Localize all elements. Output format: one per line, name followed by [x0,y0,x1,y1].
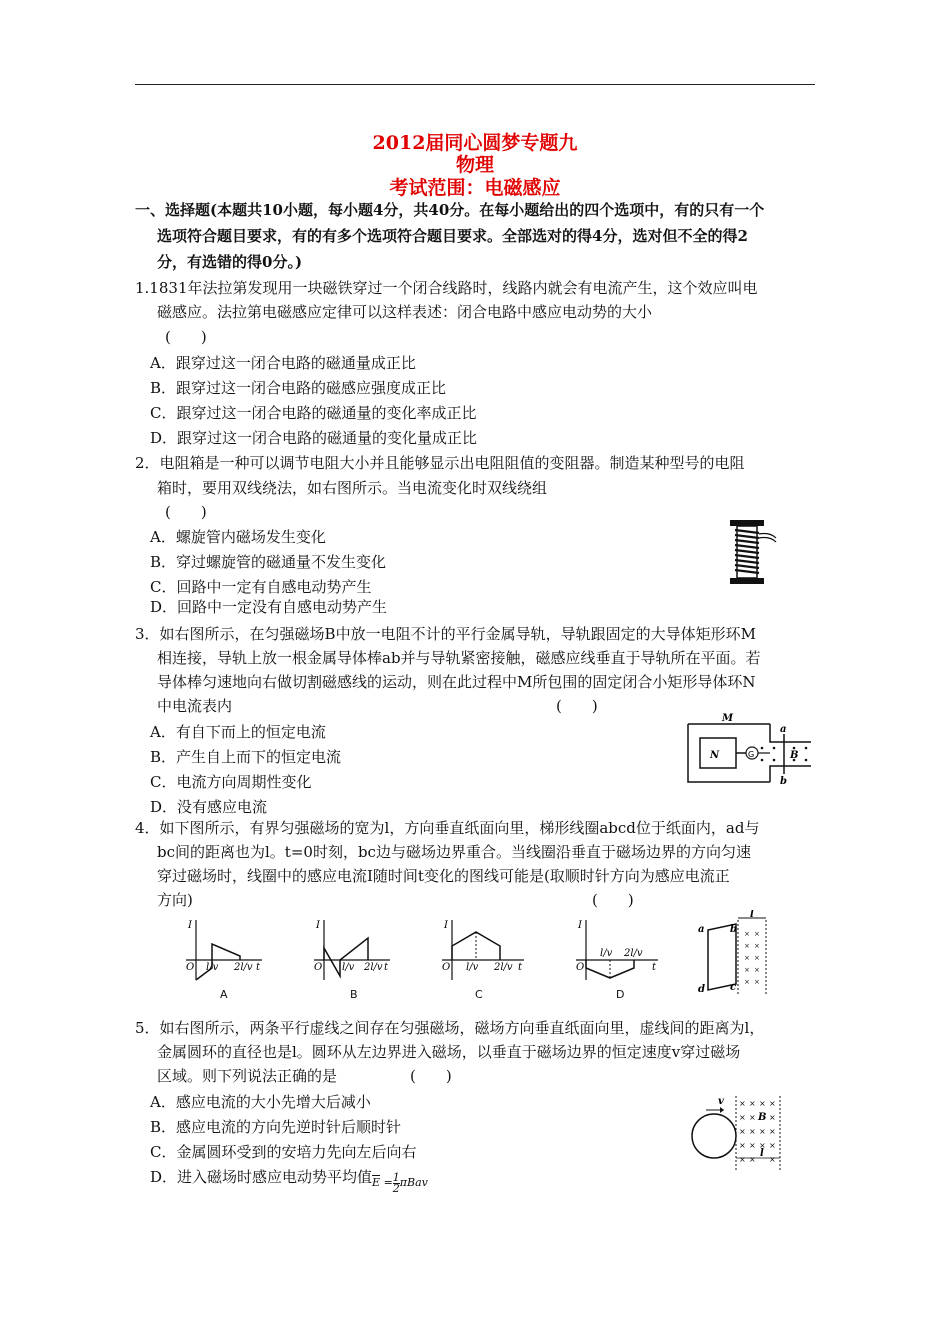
svg-text:×: × [744,930,750,938]
q5-stem-3: 区域。则下列说法正确的是 [157,1067,338,1085]
q1-option-d: D．跟穿过这一闭合电路的磁通量的变化量成正比 [150,429,478,447]
graph-d-letter: D [616,988,625,1001]
svg-text:×: × [754,954,760,962]
svg-text:×: × [744,978,750,986]
coil-windings [735,530,759,573]
header-rule [135,84,815,85]
svg-text:×: × [749,1155,756,1164]
graph-a-tick-2: 2l/v [234,962,253,973]
svg-text:×: × [749,1141,756,1150]
q5-option-b: B．感应电流的方向先逆时针后顺时针 [150,1118,402,1136]
svg-text:×: × [759,1099,766,1108]
q3-option-a: A．有自下而上的恒定电流 [150,723,326,741]
svg-text:×: × [769,1099,776,1108]
graph-b [310,918,392,982]
coil-top-plate [730,520,764,526]
ring-field-figure [690,1092,800,1172]
svg-text:×: × [744,942,750,950]
label-m: M [722,713,734,724]
label-a: a [698,924,705,935]
formula-fraction [392,1170,400,1195]
q2-option-c: C．回路中一定有自感电动势产生 [150,578,372,596]
svg-text:×: × [749,1099,756,1108]
label-field-b: B [790,750,799,761]
graph-c-origin: O [442,962,451,973]
label-l: l [760,1148,764,1159]
graph-d-tick-2: 2l/v [624,948,643,959]
graph-a-letter: A [220,988,228,1001]
svg-text:×: × [769,1127,776,1136]
svg-text:×: × [769,1113,776,1122]
paper-scope: 考试范围：电磁感应 [389,177,561,199]
q4-stem-2: bc间的距离也为l。t=0时刻，bc边与磁场边界重合。当线圈沿垂直于磁场边界的方向匀速 [157,843,751,861]
q2-stem-2: 箱时，要用双线绕法，如右图所示。当电流变化时双线绕组 [157,479,548,497]
q5-option-a: A．感应电流的大小先增大后减小 [150,1093,371,1111]
q3-stem-2: 相连接，导轨上放一根金属导体棒ab并与导轨紧密接触，磁感应线垂直于导轨所在平面。若 [157,649,761,667]
graph-b-axis-i: I [316,920,320,931]
label-b: b [780,776,787,787]
formula-lhs: $\overline{E}$ [372,1176,381,1189]
coil-bottom-plate [730,578,764,584]
q2-stem-1: 2．电阻箱是一种可以调节电阻大小并且能够显示出电阻阻值的变阻器。制造某种型号的电阻 [135,454,745,472]
svg-text:×: × [769,1141,776,1150]
graph-c-tick-1: l/v [466,962,479,973]
svg-text:×: × [759,1141,766,1150]
svg-text:×: × [759,1127,766,1136]
graph-b-origin: O [314,962,323,973]
q2-answer-blank: ( ) [165,503,207,521]
q1-option-a: A．跟穿过这一闭合电路的磁通量成正比 [150,354,416,372]
q3-answer-blank: ( ) [556,697,598,715]
ring-field-crosses [739,1099,776,1164]
q2-option-b: B．穿过螺旋管的磁通量不发生变化 [150,553,387,571]
q1-stem-2: 磁感应。法拉第电磁感应定律可以这样表述：闭合电路中感应电动势的大小 [157,303,653,321]
q1-option-c: C．跟穿过这一闭合电路的磁通量的变化率成正比 [150,404,477,422]
label-b: B [758,1112,767,1123]
q3-stem-1: 3．如右图所示，在匀强磁场B中放一电阻不计的平行金属导轨，导轨跟固定的大导体矩形环M [135,625,756,643]
label-l: l [750,910,754,920]
field-crosses [744,930,760,986]
graph-c-axis-i: I [444,920,448,931]
svg-text:×: × [739,1099,746,1108]
graph-d-axis-i: I [578,920,582,931]
label-a: a [780,724,787,735]
q5-stem-1: 5．如右图所示，两条平行虚线之间存在匀强磁场，磁场方向垂直纸面向里，虚线间的距离为l， [135,1019,765,1037]
graph-a-tick-1: l/v [206,962,219,973]
avg-emf-formula [372,1170,428,1195]
svg-text:×: × [749,1127,756,1136]
formula-num: 1 [392,1170,400,1184]
q4-stem-3: 穿过磁场时，线圈中的感应电流I随时间t变化的图线可能是(取顺时针方向为感应电流正 [157,867,730,885]
formula-den: 2 [392,1181,400,1195]
rails-circuit-figure [686,712,816,788]
section-line-3: 分，有选错的得0分。) [157,253,303,271]
svg-text:×: × [739,1127,746,1136]
q5-option-d-text: D．进入磁场时感应电动势平均值 [150,1168,373,1186]
label-b: b [730,924,737,935]
svg-text:×: × [744,966,750,974]
q3-option-c: C．电流方向周期性变化 [150,773,312,791]
svg-text:×: × [754,930,760,938]
paper-subject: 物理 [455,154,494,176]
bifilar-coil-figure [720,518,780,588]
coil-lead-2 [759,538,776,543]
q4-stem-4: 方向) [157,891,193,909]
q1-answer-blank: ( ) [165,328,207,346]
graph-c [438,918,528,982]
trapezoid-coil-figure [696,910,776,996]
graph-c-tick-2: 2l/v [494,962,513,973]
q4-stem-1: 4．如下图所示，有界匀强磁场的宽为l，方向垂直纸面向里，梯形线圈abcd位于纸面内，ad与 [135,819,760,837]
formula-eq: = [383,1176,393,1189]
q3-stem-3: 导体棒匀速地向右做切割磁感线的运动，则在此过程中M所包围的固定闭合小矩形导体环N [157,673,756,691]
label-g: G [748,750,755,759]
graph-c-letter: C [475,988,483,1001]
graph-b-tick-2: 2l/v [364,962,383,973]
graph-d-origin: O [576,962,585,973]
graph-c-axis-t: t [518,962,523,973]
svg-text:×: × [739,1155,746,1164]
svg-text:×: × [739,1113,746,1122]
q3-stem-4: 中电流表内 [157,697,233,715]
graph-d [572,918,662,982]
q1-stem-1: 1.1831年法拉第发现用一块磁铁穿过一个闭合线路时，线路内就会有电流产生，这个效应叫电 [135,279,758,297]
graph-b-letter: B [350,988,358,1001]
graph-a [182,918,264,982]
label-n: N [710,750,720,761]
label-d: d [698,984,705,995]
q1-option-b: B．跟穿过这一闭合电路的磁感应强度成正比 [150,379,447,397]
graph-a-axis-i: I [188,920,192,931]
label-v: v [718,1096,724,1107]
graph-b-tick-1: l/v [342,962,355,973]
section-line-2: 选项符合题目要求，有的有多个选项符合题目要求。全部选对的得4分，选对但不全的得2 [157,227,748,245]
svg-text:×: × [744,954,750,962]
graph-a-axis-t: t [256,962,261,973]
svg-text:×: × [769,1155,776,1164]
svg-text:×: × [754,978,760,986]
q2-option-d: D．回路中一定没有自感电动势产生 [150,598,388,616]
q3-option-b: B．产生自上而下的恒定电流 [150,748,342,766]
svg-text:×: × [739,1141,746,1150]
graph-a-origin: O [186,962,195,973]
q3-option-d: D．没有感应电流 [150,798,268,816]
q5-answer-blank: ( ) [410,1067,452,1085]
metal-ring [692,1114,736,1158]
svg-text:×: × [754,966,760,974]
graph-d-axis-t: t [652,962,657,973]
svg-text:×: × [754,942,760,950]
graph-d-tick-1: l/v [600,948,613,959]
formula-rhs: πBav [399,1176,428,1189]
q5-stem-2: 金属圆环的直径也是l。圆环从左边界进入磁场，以垂直于磁场边界的恒定速度v穿过磁场 [157,1043,741,1061]
label-c: c [730,982,737,993]
q5-option-d [150,1167,428,1195]
q5-option-c: C．金属圆环受到的安培力先向左后向右 [150,1143,417,1161]
section-heading: 一、选择题(本题共10小题，每小题4分，共40分。在每小题给出的四个选项中，有的只有一个 [135,201,765,219]
q2-option-a: A．螺旋管内磁场发生变化 [150,528,326,546]
q4-answer-blank: ( ) [592,891,634,909]
paper-title: 2012届同心圆梦专题九 [372,132,578,154]
graph-b-axis-t: t [384,962,389,973]
svg-text:×: × [749,1113,756,1122]
